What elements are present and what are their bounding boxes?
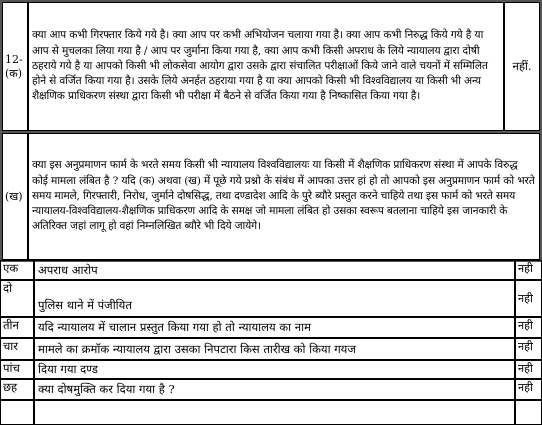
question-text: क्या इस अनुप्रमाणन फार्म के भरते समय किसी भी न्यायालय विश्वविद्यालयः या किसी में शैक्षणिक प्राधिकरण संस्था में आपके विरुद्ध कोई मामला लंबित है ? यदि (क) अथवा (ख) में पूछे गये प्रश्नो के संबंध में आपका उत्तर हां हो तो आपको इस अनुप्रमाणन फार्म को भरते समय मामले, गिरफ्तारी, निरोध, जुर्माने दोषसिद्ध, तथा दण्डादेश आदि के पुरे ब्यौरे प्रस्तुत करने चाहिये तथा इस फार्म को भरते समय न्यायालय-विश्वविद्यालय-शैक्षणिक प्राधिकरण आदि के समक्ष जो मामला लंबित हो उसका स्वरूप बतलाना चाहिये इस जानकारी के अतिरिक्त जहां लागू हो वहां निम्नलिखित ब्यौरे भी दिये जायेगे।	[28, 133, 540, 260]
table-row	[0, 379, 542, 400]
row-text	[34, 400, 515, 425]
row-label: तीन	[0, 317, 34, 338]
row-answer: नही	[515, 360, 542, 379]
row-answer	[515, 400, 542, 425]
row-text: अपराध आरोप	[34, 260, 515, 280]
table-row	[0, 317, 542, 338]
question-number: (ख)	[2, 133, 28, 260]
row-text: दिया गया दण्ड	[34, 360, 515, 379]
table-row	[0, 338, 542, 360]
question-number: 12-(क)	[2, 2, 28, 131]
row-label: पांच	[0, 360, 34, 379]
table-row	[0, 260, 542, 280]
row-text: पुलिस थाने में पंजीयित	[34, 280, 515, 317]
question-answer: नहीं.	[504, 2, 540, 131]
row-answer: नही	[515, 317, 542, 338]
table-row	[0, 360, 542, 379]
section-kha-table	[0, 131, 542, 262]
row-label	[0, 400, 34, 425]
row-label: दो	[0, 280, 34, 317]
details-table	[0, 260, 542, 425]
row-answer: नही	[515, 260, 542, 280]
row-text: मामले का क्रमॉक न्यायालय द्वारा उसका निपटारा किस तारीख को किया गयज	[34, 338, 515, 360]
row-text: क्या दोषमुक्ति कर दिया गया है ?	[34, 379, 515, 400]
row-text: यदि न्यायालय में चालान प्रस्तुत किया गया हो तो न्यायालय का नाम	[34, 317, 515, 338]
row-answer: नही	[515, 379, 542, 400]
section-12a-table	[0, 0, 542, 133]
row-label: छह	[0, 379, 34, 400]
table-row	[0, 280, 542, 317]
row-answer: नही	[515, 280, 542, 317]
question-text: क्या आप कभी गिरफ्तार किये गये है। क्या आप पर कभी अभियोजन चलाया गया है। क्या आप कभी निरुद्ध किये गये है या आप से मुचलका लिया गया है / आप पर जुर्माना किया गया है, क्या आप कभी किसी अपराध के लिये न्यायालय द्वारा दोषी ठहराये गये है या आपको किसी भी लोकसेवा आयोग द्वारा उसके द्वारा संचालित परीक्षाओं किये जाने वाले चयनों में सम्मिलित होने से वर्जित किया गया है। उसके लिये अनर्हत ठहराया गया है या क्या आपको किसी भी विश्वविद्यालय या किसी भी अन्य शैक्षणिक प्राधिकरण संस्था द्वारा किसी भी परीक्षा में बैठने से वर्जित किया गया है निष्कासित किया गया है।	[28, 2, 504, 131]
table-row	[0, 400, 542, 425]
row-label: एक	[0, 260, 34, 280]
row-label: चार	[0, 338, 34, 360]
row-answer: नही	[515, 338, 542, 360]
